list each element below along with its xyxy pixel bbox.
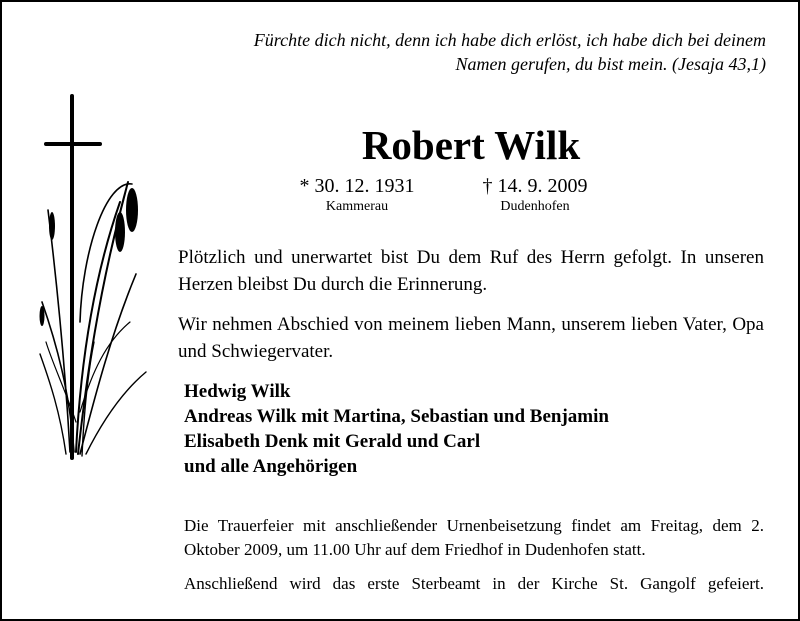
birth-date: * 30. 12. 1931 [299, 175, 415, 197]
birth-place: Kammerau [325, 199, 389, 214]
message-paragraph-2: Wir nehmen Abschied von meinem lieben Mann, unserem lieben Vater, Opa und Schwiegervater. [178, 314, 764, 362]
cross-and-wheat-icon [36, 92, 156, 464]
survivor-line: Elisabeth Denk mit Gerald und Carl [184, 431, 481, 452]
survivor-line: Andreas Wilk mit Martina, Sebastian und Benjamin [184, 406, 609, 427]
deceased-name: Robert Wilk [361, 122, 581, 168]
funeral-service-text: Die Trauerfeier mit anschließender Urnenbeisetzung findet am Freitag, dem 2. Oktober 2009, um 11.00 Uhr auf dem Friedhof in Dudenhofen statt. [184, 516, 764, 559]
bible-quote-line-2: Namen gerufen, du bist mein. (Jesaja 43,1) [455, 54, 766, 74]
survivors-list [184, 379, 609, 479]
message-paragraph-1: Plötzlich und unerwartet bist Du dem Ruf des Herrn gefolgt. In unseren Herzen bleibst Du durch die Erinnerung. [178, 247, 764, 295]
survivor-line: Hedwig Wilk [184, 381, 291, 402]
birth-info [262, 174, 452, 216]
survivor-line: und alle Angehörigen [184, 456, 358, 477]
death-place: Dudenhofen [500, 199, 570, 214]
death-date: † 14. 9. 2009 [482, 175, 588, 197]
bible-quote [166, 28, 766, 76]
bible-quote-line-1: Fürchte dich nicht, denn ich habe dich erlöst, ich habe dich bei deinem [253, 30, 766, 50]
memorial-mass-text: Anschließend wird das erste Sterbeamt in der Kirche St. Gangolf gefeiert. [184, 574, 764, 593]
death-info [440, 174, 630, 216]
